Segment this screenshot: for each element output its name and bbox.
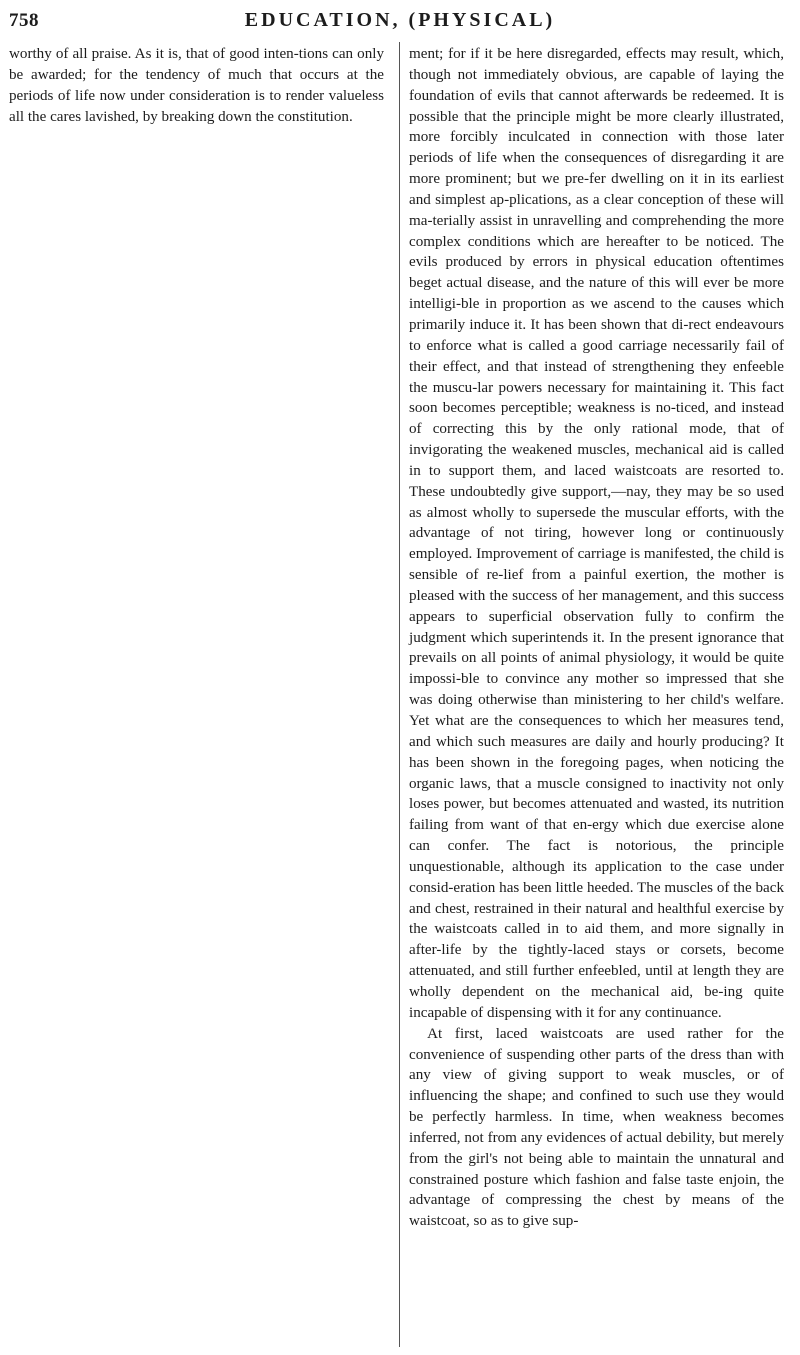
right-column [409,44,784,1232]
left-column [9,44,384,127]
paragraph: worthy of all praise. As it is, that of good inten-tions can only be awarded; for the tendency of much that occurs at the periods of life now under consideration is to render valueless all the cares lavished, by breaking down the constitution. [9,46,384,125]
running-head: EDUCATION, (PHYSICAL) [244,9,556,31]
paragraph: At first, laced waistcoats are used rather for the convenience of suspending other parts of the dress than with any view of giving support to weak muscles, or of influencing the shape; and confined to such use they would be perfectly harmless. In time, when weakness becomes inferred, not from any evidences of actual debility, but merely from the girl's not being able to maintain the unnatural and constrained posture which fashion and false taste enjoin, the advantage of compressing the chest by means of the waistcoat, so as to give sup- [409,1025,784,1230]
page-number: 758 [9,10,39,31]
column-divider [399,42,400,1347]
paragraph: ment; for if it be here disregarded, effects may result, which, though not immediately obvious, are capable of laying the foundation of evils that cannot afterwards be redeemed. It is possible that the principle might be more clearly illustrated, more forcibly inculcated in connection with those later periods of life when the consequences of disregarding it are more prominent; but we pre-fer dwelling on it in its earliest and simplest ap-plications, as a clear conception of these will ma-terially assist in unravelling and comprehending the more complex conditions which are hereafter to be noticed. The evils produced by errors in physical education oftentimes beget actual disease, and the nature of this will ever be more intelligi-ble in proportion as we ascend to the causes which primarily induce it. It has been shown that di-rect endeavours to enforce what is called a good carriage necessarily fail of their effect, and that instead of strengthening they enfeeble the muscu-lar powers necessary for maintaining it. This fact soon becomes perceptible; weakness is no-ticed, and instead of correcting this by the only rational mode, that of invigorating the weakened muscles, mechanical aid is called in to support them, and laced waistcoats are resorted to. These undoubtedly give support,—nay, they may be so used as almost wholly to supersede the muscular efforts, with the advantage of not tiring, however long or continuously employed. Improvement of carriage is manifested, the child is sensible of re-lief from a painful exertion, the mother is pleased with the success of her management, and this success appears to superficial observation fully to confirm the judgment which superintends it. In the present ignorance that prevails on all points of animal physiology, it would be quite impossi-ble to convince any mother so impressed that she was doing otherwise than ministering to her child's welfare. Yet what are the consequences to which her measures tend, and which such measures are daily and hourly producing? It has been shown in the foregoing pages, when noticing the organic laws, that a muscle consigned to inactivity not only loses power, but becomes attenuated and wasted, its nutrition failing from want of that en-ergy which due exercise alone can confer. The fact is notorious, the principle unquestionable, although its application to the case under consid-eration has been little heeded. The muscles of the back and chest, restrained in their natural and healthful exercise by the waistcoats called in to aid them, and more signally in after-life by the tightly-laced stays or corsets, become attenuated, and still further enfeebled, until at length they are wholly dependent on the mechanical aid, be-ing quite incapable of dispensing with it for any continuance. [409,46,784,1021]
